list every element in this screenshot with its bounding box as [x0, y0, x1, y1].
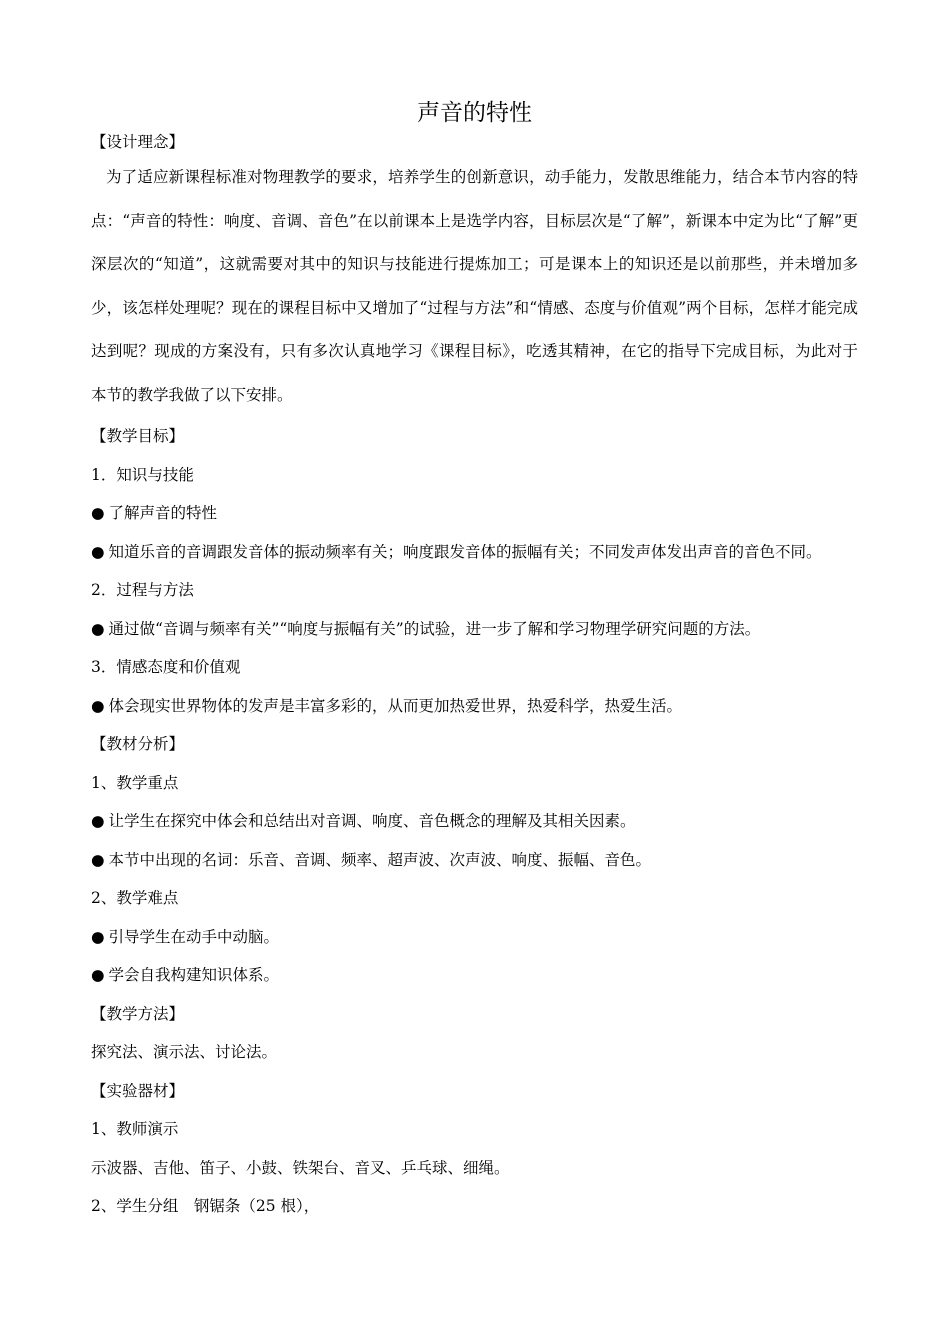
design-concept-paragraph: 为了适应新课程标准对物理教学的要求，培养学生的创新意识，动手能力，发散思维能力，结合本节内容的特点：“声音的特性：响度、音调、音色”在以前课本上是选学内容，目标层次是“了解”，新课本中定为比“了解”更深层次的“知道”，这就需要对其中的知识与技能进行提炼加工；可是课本上的知识还是以前那些，并未增加多少，该怎样处理呢？现在的课程目标中又增加了“过程与方法”和“情感、态度与价值观”两个目标，怎样才能完成达到呢？现成的方案没有，只有多次认真地学习《课程目标》，吃透其精神，在它的指导下完成目标，为此对于本节的教学我做了以下安排。	[91, 168, 858, 404]
bullet-icon: ●	[91, 504, 105, 522]
bullet-icon: ●	[91, 619, 105, 638]
key-points-subheading: 1、教学重点	[91, 773, 179, 792]
student-group-equipment: 2、学生分组 钢锯条（25 根），	[91, 1197, 320, 1215]
bullet-item: ● 通过做“音调与频率有关”“响度与振幅有关”的试验，进一步了解和学习物理学研究问题的方法。	[91, 619, 761, 638]
bullet-icon: ●	[91, 696, 105, 715]
teaching-goals-heading: 【教学目标】	[91, 427, 185, 445]
bullet-item: ● 体会现实世界物体的发声是丰富多彩的，从而更加热爱世界，热爱科学，热爱生活。	[91, 696, 683, 715]
teacher-demo-subheading: 1、教师演示	[91, 1120, 179, 1138]
bullet-icon: ●	[91, 812, 105, 830]
difficulties-subheading: 2、教学难点	[91, 889, 179, 907]
emotion-values-subheading: 3．情感态度和价值观	[91, 658, 241, 676]
bullet-item: ● 了解声音的特性	[91, 504, 218, 522]
knowledge-skills-subheading: 1．知识与技能	[91, 465, 194, 484]
bullet-icon: ●	[91, 966, 105, 984]
teacher-demo-equipment: 示波器、吉他、笛子、小鼓、铁架台、音叉、乒乓球、细绳。	[91, 1158, 510, 1177]
bullet-item: ● 学会自我构建知识体系。	[91, 966, 280, 984]
bullet-item: ● 本节中出现的名词：乐音、音调、频率、超声波、次声波、响度、振幅、音色。	[91, 850, 652, 869]
design-concept-heading: 【设计理念】	[91, 133, 185, 151]
teaching-methods-heading: 【教学方法】	[91, 1004, 185, 1023]
bullet-icon: ●	[91, 927, 105, 946]
teaching-methods-text: 探究法、演示法、讨论法。	[91, 1043, 278, 1061]
bullet-icon: ●	[91, 542, 105, 561]
bullet-item: ● 知道乐音的音调跟发音体的振动频率有关；响度跟发音体的振幅有关；不同发声体发出声音的音色不同。	[91, 542, 822, 561]
process-method-subheading: 2．过程与方法	[91, 581, 194, 599]
bullet-item: ● 让学生在探究中体会和总结出对音调、响度、音色概念的理解及其相关因素。	[91, 812, 636, 830]
material-analysis-heading: 【教材分析】	[91, 735, 185, 753]
equipment-heading: 【实验器材】	[91, 1081, 185, 1100]
bullet-item: ● 引导学生在动手中动脑。	[91, 927, 280, 946]
bullet-icon: ●	[91, 850, 105, 869]
document-title: 声音的特性	[417, 100, 532, 126]
